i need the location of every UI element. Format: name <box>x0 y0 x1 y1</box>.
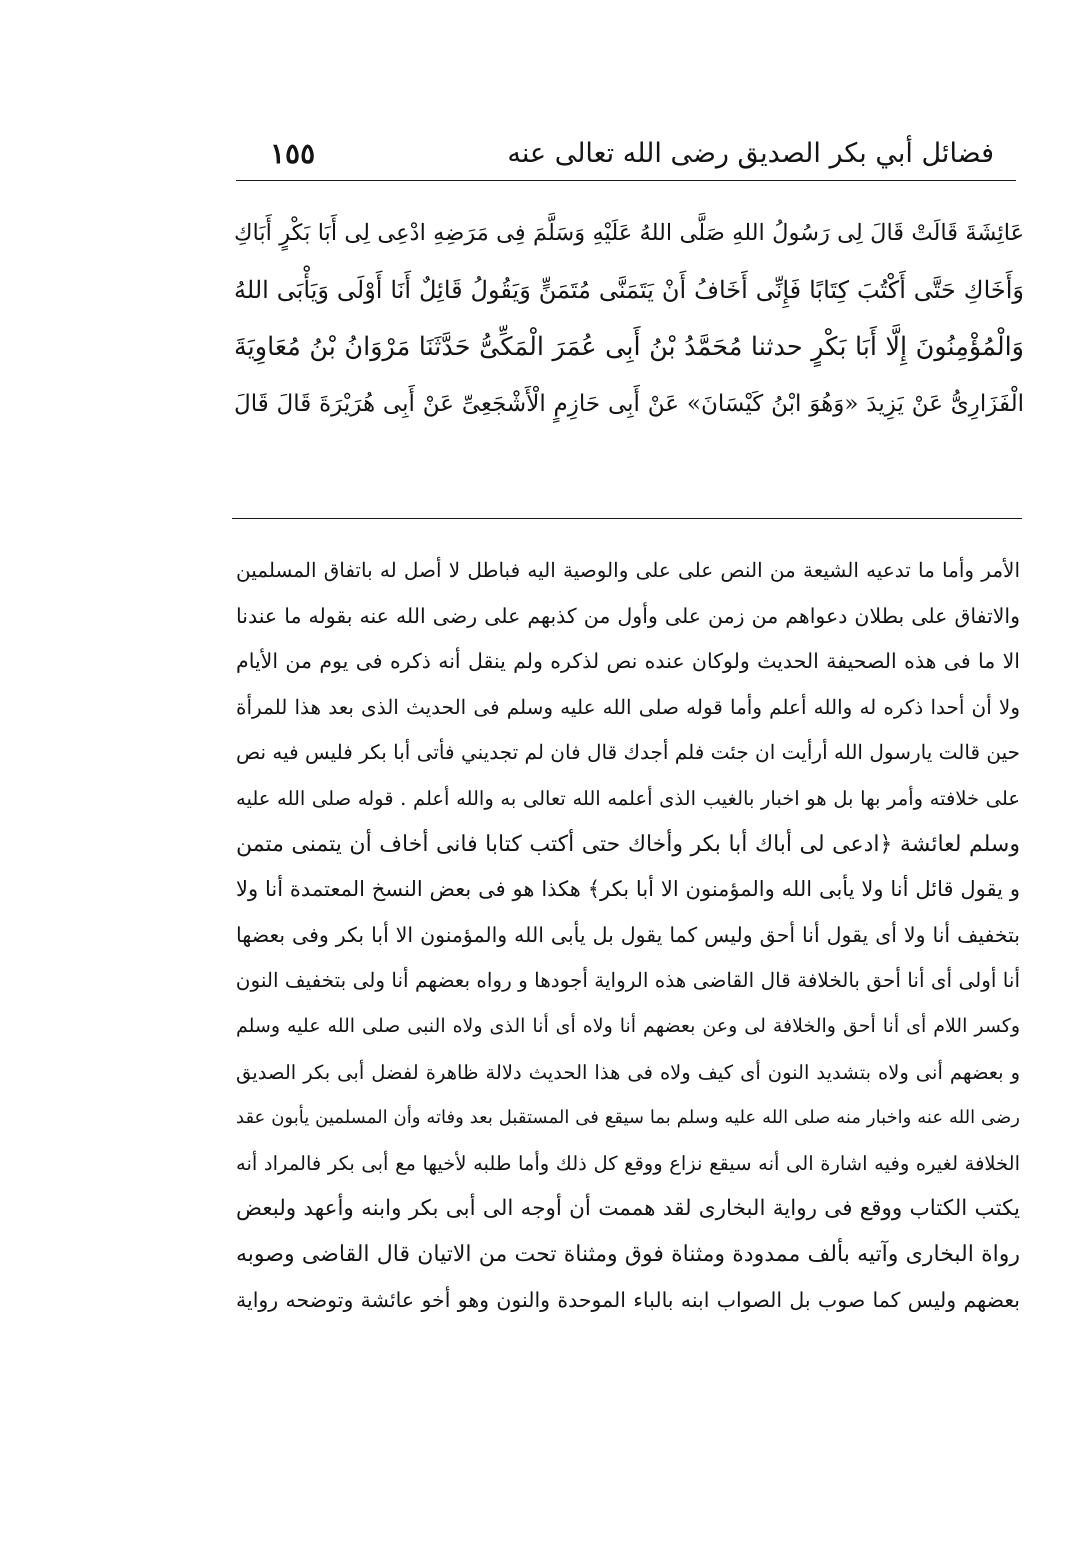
hadith-line: وَالْمُؤْمِنُونَ إِلَّا أَبَا بَكْرٍ حدثنا مُحَمَّدُ بْنُ أَبِى عُمَرَ الْمَكِّىُّ حَدَّثَنَا مَرْوَانُ بْنُ مُعَاوِيَةَ <box>234 332 1024 362</box>
commentary-line: الخلافة لغيره وفيه اشارة الى أنه سيقع نزاع ووقع كل ذلك وأما طلبه لأخيها مع أبى بكر فالمراد أنه <box>236 1151 1020 1175</box>
commentary-line: أنا أولى أى أنا أحق بالخلافة قال القاضى هذه الرواية أجودها و رواه بعضهم أنا ولى بتخفيف النون <box>236 968 1020 993</box>
commentary-line: وكسر اللام أى أنا أحق والخلافة لى وعن بعضهم أنا ولاه أى أنا الذى ولاه النبى صلى الله عليه وسلم <box>236 1014 1020 1037</box>
commentary-line: رضى الله عنه واخبار منه صلى الله عليه وسلم بما سيقع فى المستقبل بعد وفاته وأن المسلمين يأبون عقد <box>236 1107 1020 1129</box>
commentary-line: بتخفيف أنا ولا أى يقول أنا أحق وليس كما يقول بل يأبى الله والمؤمنون الا أبا بكر وفى بعضها <box>236 922 1020 947</box>
commentary-line: الأمر وأما ما تدعيه الشيعة من النص على على والوصية اليه فباطل لا أصل له باتفاق المسلمين <box>236 558 1020 582</box>
header-title: فضائل أبي بكر الصديق رضى الله تعالى عنه <box>507 138 994 169</box>
commentary-line: يكتب الكتاب ووقع فى رواية البخارى لقد هممت أن أوجه الى أبى بكر وابنه وأعهد ولبعض <box>236 1196 1020 1222</box>
hadith-line: الْفَزَارِىُّ عَنْ يَزِيدَ «وَهُوَ ابْنُ كَيْسَانَ» عَنْ أَبِى حَازِمٍ الْأَشْجَعِىِّ عَنْ أَبِى هُرَيْرَةَ قَالَ قَالَ <box>234 391 1024 417</box>
commentary-line: و بعضهم أنى ولاه بتشديد النون أى كيف ولاه فى هذا الحديث دلالة ظاهرة لفضل أبى بكر الصديق <box>236 1060 1020 1084</box>
section-divider <box>232 518 1022 519</box>
hadith-text <box>234 205 1024 433</box>
commentary-line: حين قالت يارسول الله أرأيت ان جئت فلم أجدك قال فان لم تجديني فأتى أبا بكر فليس فيه نص <box>236 740 1020 765</box>
commentary-line: الا ما فى هذه الصحيفة الحديث ولوكان عنده نص لذكره ولم ينقل أنه ذكره فى يوم من الأيام <box>236 649 1020 674</box>
running-header <box>236 130 1016 178</box>
commentary-line: بعضهم وليس كما صوب بل الصواب ابنه بالباء الموحدة والنون وهو أخو عائشة وتوضحه رواية <box>236 1287 1020 1312</box>
hadith-line: عَائِشَةَ قَالَتْ قَالَ لِى رَسُولُ اللهِ صَلَّى اللهُ عَلَيْهِ وَسَلَّمَ فِى مَرَضِهِ ادْعِى لِى أَبَا بَكْرٍ أَبَاكِ <box>234 220 1024 246</box>
commentary-line: والاتفاق على بطلان دعواهم من زمن على وأول من كذبهم على رضى الله عنه بقوله ما عندنا <box>236 603 1020 628</box>
commentary-line: رواة البخارى وآتيه بألف ممدودة ومثناة فوق ومثناة تحت من الاتيان قال القاضى وصوبه <box>236 1241 1020 1267</box>
page-number: ١٥٥ <box>270 137 316 170</box>
commentary-line: و يقول قائل أنا ولا يأبى الله والمؤمنون الا أبا بكر﴾ هكذا هو فى بعض النسخ المعتمدة أنا ولا <box>236 877 1020 902</box>
header-rule <box>236 180 1016 181</box>
commentary-line: على خلافته وأمر بها بل هو اخبار بالغيب الذى أعلمه الله تعالى به والله أعلم . قوله صلى الله عليه <box>236 786 1020 810</box>
hadith-line: وَأَخَاكِ حَتَّى أَكْتُبَ كِتَابًا فَإِنِّى أَخَافُ أَنْ يَتَمَنَّى مُتَمَنٍّ وَيَقُولُ قَائِلٌ أَنَا أَوْلَى وَيَأْبَى اللهُ <box>234 276 1024 304</box>
commentary-line: ولا أن أحدا ذكره له والله أعلم وأما قوله صلى الله عليه وسلم فى الحديث الذى بعد هذا للمرأة <box>236 694 1020 719</box>
commentary-line: وسلم لعائشة ﴿ادعى لى أباك أبا بكر وأخاك حتى أكتب كتابا فانى أخاف أن يتمنى متمن <box>236 831 1020 857</box>
commentary-text <box>236 548 1020 1323</box>
